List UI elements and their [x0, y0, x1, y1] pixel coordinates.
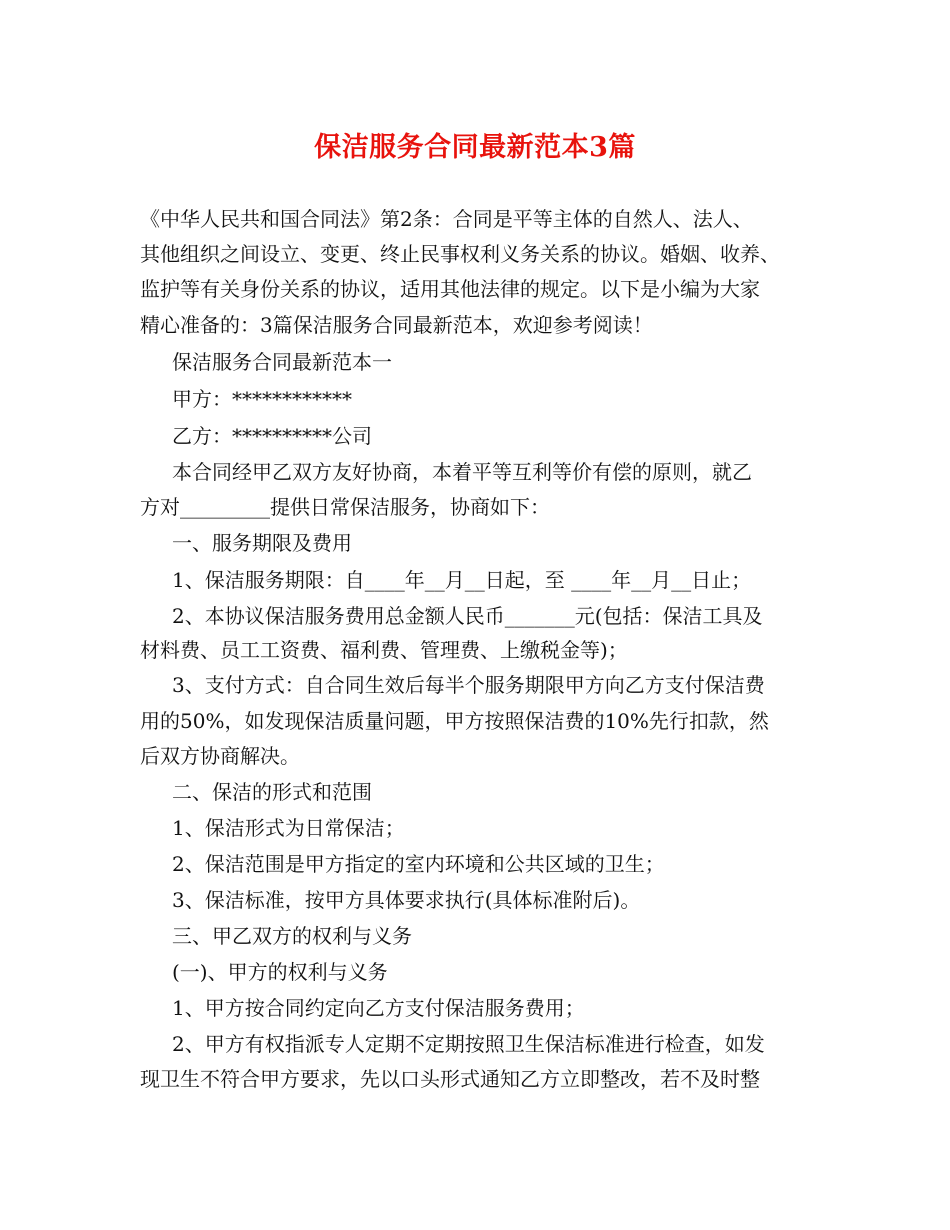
clause-line: 用的50%，如发现保洁质量问题，甲方按照保洁费的10%先行扣款，然	[140, 709, 769, 733]
clause-line: 2、保洁范围是甲方指定的室内环境和公共区域的卫生；	[172, 852, 665, 876]
clause-line: 1、保洁形式为日常保洁；	[172, 816, 405, 840]
section-heading: 一、服务期限及费用	[172, 531, 352, 555]
paragraph-line: 其他组织之间设立、变更、终止民事权利义务关系的协议。婚姻、收养、	[140, 242, 780, 266]
paragraph-line: 监护等有关身份关系的协议，适用其他法律的规定。以下是小编为大家	[140, 277, 760, 301]
clause-line: 1、甲方按合同约定向乙方支付保洁服务费用；	[172, 996, 585, 1020]
section-heading: 保洁服务合同最新范本一	[172, 350, 392, 374]
clause-line: 材料费、员工工资费、福利费、管理费、上缴税金等)；	[140, 638, 628, 662]
clause-line: 1、保洁服务期限：自____年__月__日起，至 ____年__月__日止；	[172, 568, 752, 592]
clause-line: 2、本协议保洁服务费用总金额人民币_______元(包括：保洁工具及	[172, 604, 763, 628]
paragraph-line: 《中华人民共和国合同法》第2条：合同是平等主体的自然人、法人、	[140, 207, 753, 231]
clause-line: 3、支付方式：自合同生效后每半个服务期限甲方向乙方支付保洁费	[172, 673, 765, 697]
section-heading: 三、甲乙双方的权利与义务	[172, 924, 412, 948]
party-a-line: 甲方：************	[172, 387, 352, 411]
party-b-line: 乙方：**********公司	[172, 424, 372, 448]
clause-line: 现卫生不符合甲方要求，先以口头形式通知乙方立即整改，若不及时整	[140, 1067, 760, 1091]
document-title: 保洁服务合同最新范本3篇	[314, 132, 636, 163]
paragraph-line: 方对_________提供日常保洁服务，协商如下：	[140, 495, 550, 519]
clause-line: 2、甲方有权指派专人定期不定期按照卫生保洁标准进行检查，如发	[172, 1032, 765, 1056]
paragraph-line: 本合同经甲乙双方友好协商，本着平等互利等价有偿的原则，就乙	[172, 460, 752, 484]
clause-line: 后双方协商解决。	[140, 744, 300, 768]
clause-line: 3、保洁标准，按甲方具体要求执行(具体标准附后)。	[172, 888, 641, 912]
paragraph-line: 精心准备的：3篇保洁服务合同最新范本，欢迎参考阅读！	[140, 313, 653, 337]
subsection-heading: (一)、甲方的权利与义务	[172, 960, 388, 984]
section-heading: 二、保洁的形式和范围	[172, 780, 372, 804]
